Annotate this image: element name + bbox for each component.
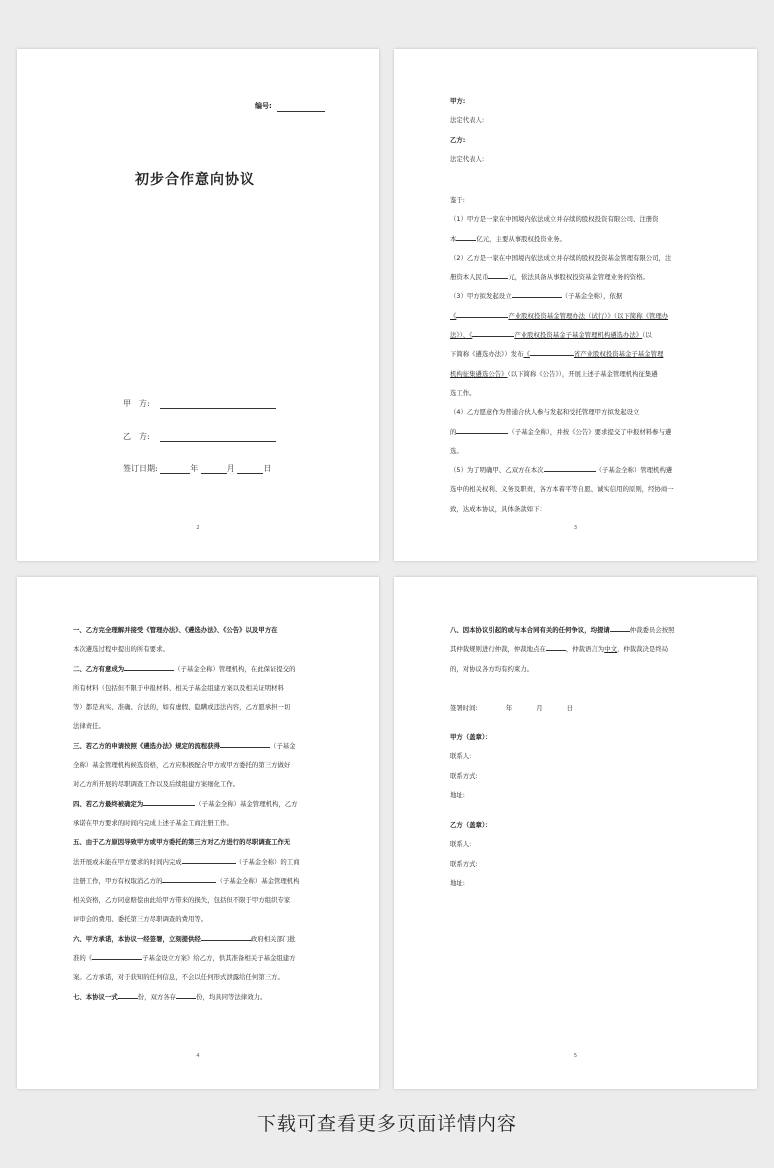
parties-block [450,92,740,169]
blank [544,465,596,472]
blank [118,992,138,999]
text: 省产业股权投资基金子基金管理 [573,350,664,359]
text: 《 [450,311,457,320]
sign-time-line [450,699,573,718]
clause-5-line4: 相关资格，乙方同意赔偿由此给甲方带来的损失，包括但不限于甲方组织专家 [73,896,291,905]
text: 产业股权投资基金管理办法（试行）》（以下简称《管理办 [508,311,669,320]
month-label: 月 [226,464,235,473]
document-page-4 [17,577,379,1089]
text: （以下简称《公告》），开展上述子基金管理机构征集遴 [507,369,658,378]
whereas-heading: 鉴于: [450,196,465,204]
blank [162,876,216,883]
text: 五、由于乙方原因导致甲方或甲方委托的第三方对乙方进行的尽职调查工作无 [73,838,291,847]
sign-date-label: 签订日期: [123,464,158,473]
text: 七、本协议一式 [73,992,118,1001]
text: （3）甲方拟发起设立 [450,292,512,301]
recital-1-cont [450,230,750,249]
recital-3-line6: 选工作。 [450,388,476,397]
text: 册资本人民币 [450,273,489,282]
text: 子基金设立方案》给乙方，供其准备相关子基金组建方 [142,954,296,963]
text: （子基金 [269,741,296,750]
text: 机构征集遴选公告》 [450,369,508,378]
clause-4-line2: 承诺在甲方要求的时间内完成上述子基金工商注册工作。 [73,818,233,827]
clause-4 [73,795,369,814]
blank [182,857,236,864]
year-label: 年 [505,704,513,712]
text: （子基金全称）管理机构，在此保证提交的 [174,664,296,673]
text: （子基金全称）管理机构遴 [595,466,673,475]
text: （子基金全称）基金管理机构，乙方 [195,799,298,808]
document-title: 初步合作意向协议 [135,172,255,188]
recital-3-line3 [450,326,750,345]
serial-number-label: 编号: [255,102,272,110]
party-b-blank [160,441,276,442]
party-b-heading: 乙方: [450,135,466,144]
blank [512,291,562,298]
text: 四、若乙方最终被确定为 [73,799,144,808]
recital-5 [450,461,750,480]
recital-3-line5 [450,365,750,384]
download-more-caption: 下载可查看更多页面详情内容 [256,1113,517,1135]
blank [456,427,508,434]
party-a-seal-block [450,728,492,805]
text: （5）为了明确甲、乙双方在本次 [450,466,544,475]
blank [143,799,195,806]
recital-1: （1）甲方是一家在中国境内依法成立并存续的股权投资有限公司、注册资 [450,215,659,224]
text: 三、若乙方的申请按照《遴选办法》规定的流程获得 [73,741,220,750]
clause-2-line2: 所有材料（包括但不限于申报材料、相关子基金组建方案以及相关证明材料 [73,683,284,692]
recital-4-end: 选。 [450,446,463,455]
text: 本 [450,234,457,243]
text: 其仲裁规则进行仲裁，仲裁地点在 [450,645,546,654]
clause-5-line5: 评审会的费用、委托第三方尽职调查的费用等。 [73,915,208,924]
clause-3 [73,737,369,756]
blank [530,349,574,356]
contact-method-a: 联系方式: [450,771,478,780]
recital-3 [450,287,750,306]
contact-method-b: 联系方式: [450,859,478,868]
text: ，仲裁语言为 [565,645,605,654]
recital-5-line2: 选中的相关权利、义务及职责，各方本着平等自愿、诚实信用的原则，经协商一 [450,485,674,494]
page-number: 2 [196,525,200,531]
text: （子基金全称）的工商 [235,857,300,866]
party-b-seal-block [450,816,492,893]
blank [456,234,476,241]
recital-3-line2 [450,307,750,326]
recital-2-cont [450,268,750,287]
year-label: 年 [190,464,199,473]
serial-number-field [255,93,325,112]
serial-number-blank [277,111,325,112]
sign-date-line [123,463,271,474]
text: （子基金全称）基金管理机构 [216,876,300,885]
blank [92,953,142,960]
recital-5-line3: 致，达成本协议，具体条款如下： [450,504,546,513]
recital-4-cont [450,423,750,442]
text: 元，依法具备从事股权投资基金管理业务的资格。 [508,273,649,282]
sign-time-label: 签署时间: [450,704,478,712]
blank [472,330,514,337]
clause-1-cont: 本次遴选过程中提出的所有要求。 [73,645,169,654]
clause-1 [73,621,369,640]
blank [220,741,270,748]
text: ，仲裁裁决是终局 [616,645,669,654]
text: 一、乙方完全理解并接受《管理办法》、《遴选办法》、《公告》以及甲方在 [73,626,278,634]
blank [176,992,196,999]
text: 八、因本协议引起的或与本合同有关的任何争议，均提请 [450,626,610,634]
clause-3-line3: 对乙方所开展的尽职调查工作以及后续组建方案细化工作。 [73,780,240,789]
text: 准的《 [73,954,93,963]
clause-5 [73,833,369,852]
text: 政府相关部门批 [250,934,296,943]
page-number: 5 [573,1053,578,1059]
clause-2 [73,660,369,679]
party-a-blank [160,408,276,409]
party-a-seal: 甲方（盖章）： [450,733,492,741]
contact-a: 联系人: [450,752,472,761]
text: 中文 [604,645,617,654]
party-a-heading: 甲方: [450,97,466,105]
text: 仲裁委员会按照 [629,626,675,634]
document-page-3 [394,49,757,561]
text: 《 [523,350,530,359]
party-a-line [123,398,276,409]
text: 亿元，主要从事股权投资业务。 [476,234,566,243]
blank [610,625,630,632]
recitals-block [450,191,750,519]
blank [456,311,508,318]
clause-6-line2 [73,949,369,968]
blank [124,664,174,671]
text: 份，均具同等法律效力。 [196,992,267,1001]
document-page-2 [17,49,379,561]
text: 六、甲方承诺，本协议一经签署，立刻提供经 [73,934,201,943]
recital-4: （4）乙方愿意作为普通合伙人参与发起和受托管理甲方拟发起设立 [450,408,640,417]
clause-3-line2: 全称）基金管理机构候选资格，乙方应积极配合甲方或甲方委托的第三方做好 [73,761,291,770]
address-a: 地址: [450,790,465,799]
contact-b: 联系人: [450,840,472,849]
blank [488,272,508,279]
legal-rep-b: 法定代表人: [450,154,485,163]
text: 份，双方各存 [137,992,177,1001]
text: 产业股权投资基金子基金管理机构遴选办法》 [514,331,643,340]
text: 二、乙方有意成为 [73,664,125,673]
clause-5-line3 [73,872,369,891]
address-b: 地址: [450,878,465,887]
text: （子基金全称），依据 [561,292,623,301]
party-b-seal: 乙方（盖章）： [450,821,492,829]
recital-3-line4 [450,345,750,364]
day-label: 日 [263,464,272,473]
clause-7 [73,988,369,1007]
clause-8 [450,621,750,640]
year-blank [160,473,190,474]
text: 法开展或未能在甲方要求的时间内完成 [73,857,182,866]
page-number: 4 [196,1053,200,1059]
page-number: 3 [573,525,578,531]
clause-5-line2 [73,853,369,872]
day-blank [237,473,263,474]
clause-2-line3: 等）都是真实、准确、合法的，如有虚假、隐瞒或违法内容，乙方愿承担一切 [73,703,291,712]
text: （以 [642,331,652,340]
clauses-block [73,621,369,1007]
recital-2: （2）乙方是一家在中国境内依法成立并存续的股权投资基金管理有限公司，注 [450,253,672,262]
month-blank [201,473,227,474]
clause-2-line4: 法律责任。 [73,722,105,731]
text: 法》）、《 [450,331,473,340]
text: 下简称《遴选办法》）发布 [450,350,524,359]
clause-6-line3: 案。乙方承诺，对于获知的任何信息，不会以任何形式泄露给任何第三方。 [73,973,284,982]
text: 注册工作，甲方有权取消乙方的 [73,876,163,885]
text: 的 [450,427,457,436]
day-label: 日 [566,704,574,712]
month-label: 月 [536,704,543,712]
legal-rep-a: 法定代表人: [450,116,485,125]
clause-8-line3: 的，对协议各方均有约束力。 [450,664,534,673]
clause-8-line2 [450,640,750,659]
text: （子基金全称），并按《公告》要求提交了申报材料参与遴 [508,427,672,436]
arbitration-block [450,621,750,679]
party-b-label: 乙 方: [123,432,150,441]
blank [546,644,566,651]
clause-6 [73,930,369,949]
blank [201,934,251,941]
party-a-label: 甲 方: [123,399,150,408]
document-page-5 [394,577,757,1089]
party-b-line [123,431,276,442]
